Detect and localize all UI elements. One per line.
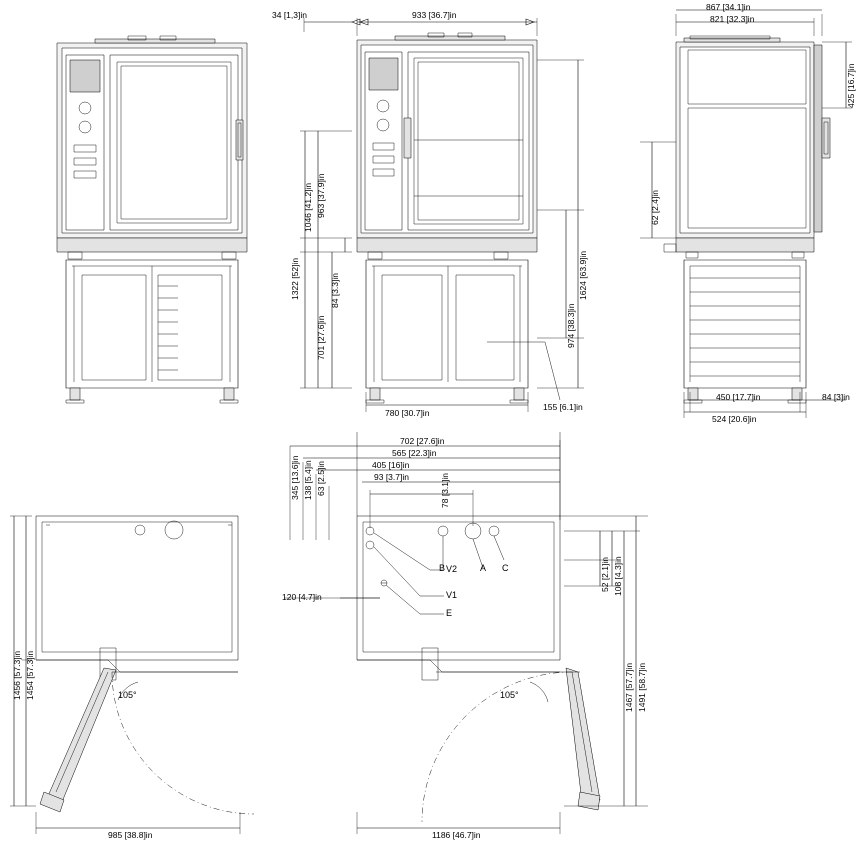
dim-top-120: 120 [4.7]in: [282, 592, 322, 602]
dim-front-height-963: 963 [37.9]in: [316, 173, 326, 218]
side-view-right-geometry: [640, 10, 852, 418]
dim-front-overall-width: 933 [36.7]in: [412, 10, 457, 20]
dim-side-base-524: 524 [20.6]in: [712, 414, 757, 424]
dim-side-height-425: 425 [16.7]in: [846, 63, 856, 108]
callout-a: A: [480, 563, 487, 573]
dim-top-63: 63 [2.5]in: [316, 461, 326, 496]
callout-b: B: [439, 563, 446, 573]
dim-top-138: 138 [5.4]in: [303, 460, 313, 500]
dim-top-702: 702 [27.6]in: [400, 436, 445, 446]
dim-top-left-depth-1456: 1456 [57.3]in: [12, 650, 22, 700]
dim-top-1467: 1467 [57.7]in: [624, 662, 634, 712]
dim-front-height-701: 701 [27.6]in: [316, 315, 326, 360]
dim-front-height-1046: 1046 [41.2]in: [303, 182, 313, 232]
dim-top-345: 345 [13.6]in: [290, 455, 300, 500]
front-view-left-geometry: [57, 36, 247, 403]
callout-c: C: [502, 563, 509, 573]
dim-side-base-450: 450 [17.7]in: [716, 392, 761, 402]
dim-top-93: 93 [3.7]in: [374, 472, 409, 482]
top-view-center-geometry: [284, 432, 648, 834]
dim-front-left-offset: 34 [1,3]in: [272, 10, 307, 20]
dim-top-left-width-985: 985 [38.8]in: [108, 830, 153, 840]
dim-front-height-974: 974 [38.3]in: [566, 303, 576, 348]
dim-front-height-84: 84 [3.3]in: [330, 273, 340, 308]
callout-e: E: [446, 608, 453, 618]
dim-side-base-84: 84 [3]in: [822, 392, 850, 402]
dim-top-78: 78 [3.1]in: [440, 473, 450, 508]
dim-top-1491: 1491 [58.7]in: [637, 662, 647, 712]
angle-label-left: 105°: [118, 690, 137, 700]
dim-front-depth-155: 155 [6.1]in: [543, 402, 583, 412]
callout-v2: V2: [446, 564, 458, 574]
dim-front-height-1624: 1624 [63.9]in: [578, 250, 588, 300]
callout-v1: V1: [446, 590, 458, 600]
dim-top-108: 108 [4.3]in: [613, 556, 623, 596]
angle-label-center: 105°: [500, 690, 519, 700]
front-view-center-geometry: [300, 18, 584, 412]
top-view-left-geometry: [10, 516, 254, 834]
dim-front-height-1322: 1322 [52]in: [290, 257, 300, 300]
dim-top-565: 565 [22.3]in: [392, 448, 437, 458]
dim-top-405: 405 [16]in: [372, 460, 410, 470]
dim-side-height-62: 62 [2.4]in: [650, 190, 660, 225]
dim-side-overall-depth: 867 [34.1]in: [706, 2, 751, 12]
dim-top-width-1186: 1186 [46.7]in: [432, 830, 481, 840]
dim-top-left-depth-1454: 1454 [57.3]in: [25, 650, 35, 700]
dim-top-52: 52 [2.1]in: [600, 557, 610, 592]
dim-side-body-depth: 821 [32.3]in: [710, 14, 755, 24]
dim-front-stand-width: 780 [30.7]in: [385, 408, 430, 418]
